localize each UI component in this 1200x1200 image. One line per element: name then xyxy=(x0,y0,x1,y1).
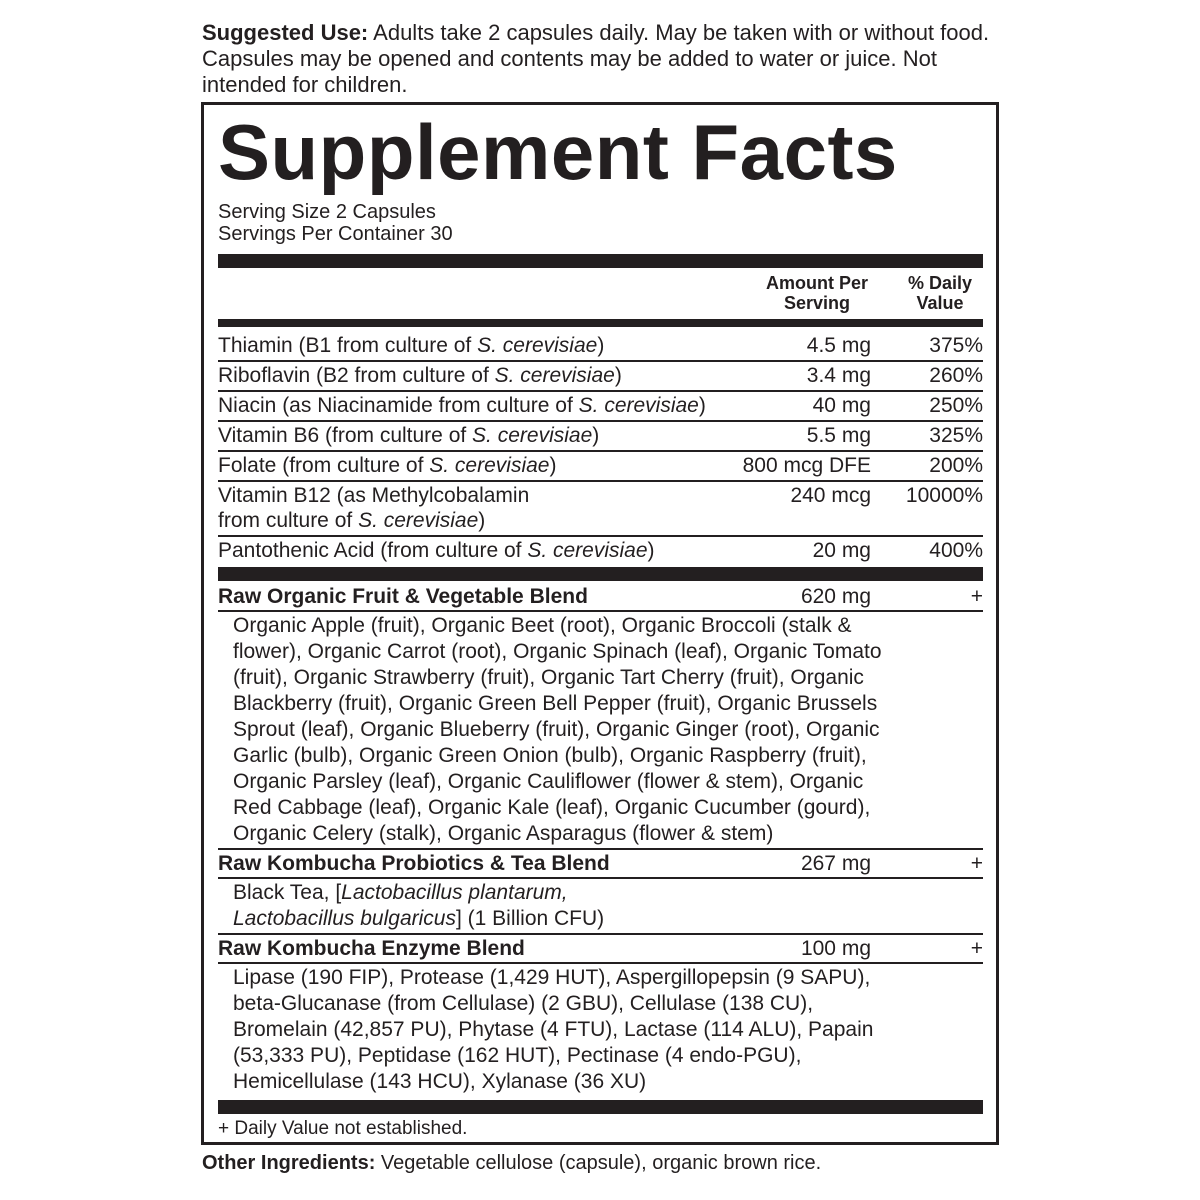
header-divider xyxy=(218,319,983,327)
nutrient-amount: 800 mcg DFE xyxy=(742,454,871,477)
serving-info xyxy=(218,201,453,245)
nutrient-amount: 5.5 mg xyxy=(806,424,871,447)
row-divider xyxy=(218,933,983,935)
nutrient-dv: 400% xyxy=(929,539,983,562)
row-divider xyxy=(218,390,983,392)
thick-divider xyxy=(218,254,983,268)
row-divider xyxy=(218,610,983,612)
nutrient-dv: 250% xyxy=(929,394,983,417)
footnote: + Daily Value not established. xyxy=(218,1118,468,1139)
other-ingredients-label: Other Ingredients: xyxy=(202,1152,376,1174)
thick-divider xyxy=(218,567,983,581)
nutrient-amount: 240 mcg xyxy=(790,484,871,507)
row-divider xyxy=(218,877,983,879)
serving-size: Serving Size 2 Capsules xyxy=(218,201,436,223)
thick-divider xyxy=(218,1100,983,1114)
blend-name: Raw Kombucha Enzyme Blend xyxy=(218,937,525,960)
blend-name: Raw Kombucha Probiotics & Tea Blend xyxy=(218,852,610,875)
other-ingredients-text: Vegetable cellulose (capsule), organic brown rice. xyxy=(375,1152,822,1174)
suggested-use-text: Adults take 2 capsules daily. May be taken with or without food. Capsules may be opened and contents may be added to water or juice. Not intended for children. xyxy=(202,20,990,97)
supplement-facts-panel: Supplement Facts Serving Size 2 Capsules Servings Per Container 30 Amount Per Serving % Daily Value Thiamin (B1 from culture of S. cerevisiae) 4.5 mg 375% Riboflavin (B2 from culture of S. cerevisiae) 3.4 mg 260% Niacin (as Niacinamide from culture of S. cerevisiae) 40 mg 250% Vitamin B6 (from culture of S. cerevisiae) 5.5 mg 325% Folate (from culture of S. cerevisiae) 800 mcg DFE 200% Vitamin B12 (as Methylcobalamin from culture of S. cerevisiae) 240 mcg 10000% Pantothenic Acid (from culture of S. cerevisiae) 20 mg 400% Raw Organic Fruit & Vegetable Blend 620 mg + Organic Apple (fruit), Organic Beet (root), Organic Broccoli (stalk & flower), Organic Carrot (root), Organic Spinach (leaf), Organic Tomato (fruit), Organic Strawberry (fruit), Organic Tart Cherry (fruit), Organic Blackberry (fruit), Organic Green Bell Pepper (fruit), Organic Brussels Sprout (leaf), Organic Blueberry (fruit), Organic Ginger (root), Organic Garlic (bulb), Organic Green Onion (bulb), Organic Raspberry (fruit), Organic Parsley (leaf), Organic Cauliflower (flower & stem), Organic Red Cabbage (leaf), Organic Kale (leaf), Organic Cucumber (gourd), Organic Celery (stalk), Organic Asparagus (flower & stem) Raw Kombucha Probiotics & Tea Blend 267 mg + Black Tea, [Lactobacillus plantarum, Lactobacillus bulgaricus] (1 Billion CFU) Raw Kombucha Enzyme Blend 100 mg + Lipase (190 FIP), Protease (1,429 HUT), Aspergillopepsin (9 SAPU), beta-Glucanase (from Cellulase) (2 GBU), Cellulase (138 CU), Bromelain (42,857 PU), Phytase (4 FTU), Lactase (114 ALU), Papain (53,333 PU), Peptidase (162 HUT), Pectinase (4 endo-PGU), Hemicellulase (143 HCU), Xylanase (36 XU) + Daily Value not established. xyxy=(201,102,999,1145)
nutrient-dv: 200% xyxy=(929,454,983,477)
header-amount: Amount Per Serving xyxy=(765,273,868,313)
row-divider xyxy=(218,962,983,964)
blend-dv: + xyxy=(970,852,983,875)
row-divider xyxy=(218,480,983,482)
nutrient-dv: 325% xyxy=(929,424,983,447)
nutrient-dv: 10000% xyxy=(905,484,983,507)
servings-per-container: Servings Per Container 30 xyxy=(218,223,453,245)
row-divider xyxy=(218,450,983,452)
other-ingredients xyxy=(202,1151,821,1175)
blend-name: Raw Organic Fruit & Vegetable Blend xyxy=(218,585,588,608)
nutrient-amount: 40 mg xyxy=(812,394,871,417)
row-divider xyxy=(218,848,983,850)
suggested-use xyxy=(202,20,992,98)
blend-amount: 267 mg xyxy=(800,852,871,875)
nutrient-dv: 260% xyxy=(929,364,983,387)
nutrient-amount: 20 mg xyxy=(812,539,871,562)
blend-ingredients: Black Tea, [Lactobacillus plantarum, Lactobacillus bulgaricus] (1 Billion CFU) xyxy=(233,881,605,930)
blend-amount: 100 mg xyxy=(800,937,871,960)
panel-title: Supplement Facts xyxy=(218,108,898,196)
blend-ingredients: Lipase (190 FIP), Protease (1,429 HUT), Aspergillopepsin (9 SAPU), beta-Glucanase (from Cellulase) (2 GBU), Cellulase (138 CU), Bromelain (42,857 PU), Phytase (4 FTU), Lactase (114 ALU), Papain (53,333 PU), Peptidase (162 HUT), Pectinase (4 endo-PGU), Hemicellulase (143 HCU), Xylanase (36 XU) xyxy=(233,966,874,1093)
row-divider xyxy=(218,535,983,537)
nutrient-amount: 3.4 mg xyxy=(806,364,871,387)
blend-amount: 620 mg xyxy=(800,585,871,608)
row-divider xyxy=(218,360,983,362)
header-daily-value: % Daily Value xyxy=(907,273,973,313)
nutrient-amount: 4.5 mg xyxy=(806,334,871,357)
row-divider xyxy=(218,420,983,422)
blend-dv: + xyxy=(970,585,983,608)
suggested-use-label: Suggested Use: xyxy=(202,20,369,45)
blend-ingredients: Organic Apple (fruit), Organic Beet (root), Organic Broccoli (stalk & flower), Organic Carrot (root), Organic Spinach (leaf), Organic Tomato (fruit), Organic Strawberry (fruit), Organic Tart Cherry (fruit), Organic Blackberry (fruit), Organic Green Bell Pepper (fruit), Organic Brussels Sprout (leaf), Organic Blueberry (fruit), Organic Ginger (root), Organic Garlic (bulb), Organic Green Onion (bulb), Organic Raspberry (fruit), Organic Parsley (leaf), Organic Cauliflower (flower & stem), Organic Red Cabbage (leaf), Organic Kale (leaf), Organic Cucumber (gourd), Organic Celery (stalk), Organic Asparagus (flower & stem) xyxy=(233,614,882,845)
nutrient-dv: 375% xyxy=(929,334,983,357)
blend-dv: + xyxy=(970,937,983,960)
